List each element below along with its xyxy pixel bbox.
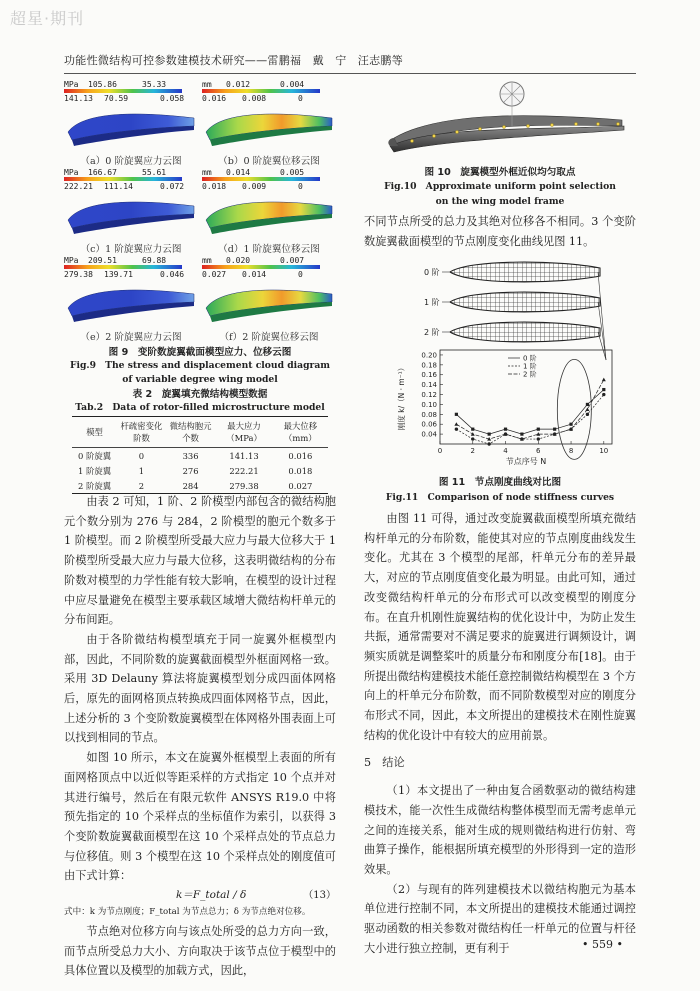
colorbar [202, 265, 320, 269]
table-cell: 336 [182, 450, 199, 461]
equation-number: （13） [303, 890, 336, 902]
data-point [487, 442, 490, 445]
colorbar [64, 177, 182, 181]
y-tick-label: 0.12 [421, 391, 437, 400]
cloud-panel [202, 168, 336, 254]
panel-caption: （b）0 阶旋翼位移云图 [218, 156, 320, 167]
table-cell: 141.13 [229, 450, 259, 461]
table-row [72, 448, 328, 464]
journal-watermark: 超星·期刊 [10, 9, 85, 28]
x-tick-label: 2 [470, 447, 475, 455]
equation-13 [64, 886, 336, 905]
table-2-title-cn: 表 2 旋翼填充微结构模型数据 [132, 389, 268, 400]
colorbar-value: 0.007 [280, 256, 305, 265]
paragraph: 节点绝对位移方向与该点处所受的总力方向一致，而节点所受总力大小、方向取决于该节点位于模型中的具体位置以及模型的加载方式，因此， [64, 925, 336, 978]
y-tick-label: 0.20 [421, 351, 437, 360]
colorbar [202, 177, 320, 181]
right-intro-text [364, 212, 636, 251]
colorbar-value: 35.33 [142, 80, 167, 89]
colorbar-value: 0.012 [226, 80, 251, 89]
wing-label: 1 阶 [424, 298, 440, 307]
data-point [585, 407, 589, 411]
data-point [602, 388, 605, 391]
table-cell: 1 [138, 465, 145, 476]
table-cell: 2 [138, 480, 145, 491]
data-point [537, 437, 540, 440]
table-header: 模型 [72, 417, 117, 448]
colorbar-value: 0.014 [242, 270, 267, 279]
table-header: 最大位移（mm） [273, 417, 328, 448]
displacement-wing-model [202, 280, 336, 330]
panel-caption: （e）2 阶旋翼应力云图 [80, 332, 182, 343]
data-point [569, 423, 572, 426]
table-cell: 0.016 [288, 450, 313, 461]
colorbar-value: 0.008 [242, 94, 267, 103]
colorbar-value: 209.51 [88, 256, 117, 265]
figure-10-image [372, 80, 632, 160]
data-point [455, 413, 458, 416]
colorbar-value: 105.86 [88, 80, 117, 89]
table-2-title-en: Tab.2 Data of rotor-filled microstructure model [75, 402, 325, 413]
cloud-panel [202, 256, 336, 342]
running-header: 功能性微结构可控参数建模技术研究——雷鹏福 戴 宁 汪志鹏等 [64, 54, 403, 67]
table-2 [72, 416, 328, 494]
panel-caption: （a）0 阶旋翼应力云图 [80, 156, 182, 167]
table-cell: 276 [182, 465, 199, 476]
colorbar-value: 141.13 [64, 94, 93, 103]
colorbar-value: 0.016 [202, 94, 227, 103]
y-tick-label: 0.08 [421, 410, 437, 419]
legend-label: 0 阶 [523, 354, 537, 363]
equation-body: k＝F_total / δ [176, 889, 247, 902]
table-cell: 279.38 [229, 480, 259, 491]
lattice-wing-2 [450, 322, 600, 342]
figure-10-caption-en-2: on the wing model frame [435, 196, 565, 207]
y-tick-label: 0.04 [421, 430, 437, 439]
panel-caption: （c）1 阶旋翼应力云图 [80, 244, 182, 255]
colorbar-value: 70.59 [104, 94, 129, 103]
colorbar-value: 55.61 [142, 168, 167, 177]
y-tick-label: 0.10 [421, 400, 437, 409]
colorbar-labels [64, 256, 198, 279]
colorbar [64, 265, 182, 269]
colorbar-value: 166.67 [88, 168, 117, 177]
colorbar-value: 0 [298, 94, 303, 103]
colorbar-labels [202, 256, 336, 279]
x-tick-label: 6 [536, 447, 541, 455]
stiffness-chart [396, 350, 612, 466]
x-tick-label: 0 [437, 447, 443, 455]
paragraph: （1）本文提出了一种由复合函数驱动的微结构建模技术，能一次性生成微结构整体模型而无需考虑单元之间的连接关系，能对生成的规则微结构进行仿射、弯曲算子操作，能根据所填充模型的外形得到一定的造形效果。 [364, 784, 636, 876]
colorbar-value: 0.005 [280, 168, 305, 177]
table-header: 最大应力（MPa） [215, 417, 272, 448]
right-column-text [364, 509, 636, 958]
colorbar-value: 0.072 [160, 182, 185, 191]
figure-9-caption-en-2: of variable degree wing model [122, 374, 278, 385]
panel-caption: （f）2 阶旋翼位移云图 [219, 332, 319, 343]
figure-10-caption-cn: 图 10 旋翼模型外框近似均匀取点 [424, 167, 576, 178]
colorbar-value: 0.018 [202, 182, 227, 191]
paragraph: 由图 11 可得，通过改变旋翼截面模型所填充微结构杆单元的分布阶数，能使其对应的节点刚度曲线发生变化。尤其在 3 个模型的尾部，杆单元分布的差异最大，对应的节点刚度值变化最为明显。由此可知，通过改变微结构杆单元的分布形式可以改变模型的刚度分布。在直升机刚性旋翼结构的优化设计中，为防止发生共振，通常需要对不满足要求的旋翼进行调频设计，调频实质就是调整桨叶的质量分布和刚度分布[18]。由于所提出微结构建模技术能任意控制微结构模型在 3 个方向上的杆单元分布阶数，而不同阶数模型对应的刚度分布形式不同，因此，本文所提出的建模技术在刚性旋翼结构的优化设计中有较大的应用前景。 [364, 512, 636, 742]
series-line-0 [456, 390, 603, 435]
colorbar-value: MPa [64, 168, 79, 177]
colorbar-value: 0.009 [242, 182, 267, 191]
lattice-wing-0 [450, 262, 600, 282]
colorbar-labels [202, 80, 336, 103]
x-axis-label: 节点序号 N [505, 457, 547, 466]
data-point [471, 428, 474, 431]
cloud-panel [202, 80, 336, 166]
left-column-text [64, 492, 336, 981]
paragraph: 由于各阶微结构模型填充于同一旋翼外框模型内部，因此，不同阶数的旋翼截面模型外框面网格一致。采用 3D Delauny 算法将旋翼模型划分成四面体网格后，原先的面网格顶点转换成四面体网格节点，因此，上述分析的 3 个变阶数旋翼模型在体网格外围表面上可以找到相同的节点。 [64, 632, 336, 745]
header-rule [64, 73, 636, 74]
colorbar-value: 0.014 [226, 168, 251, 177]
colorbar [64, 89, 182, 93]
colorbar-value: 0.027 [202, 270, 227, 279]
figure-9-caption-en-1: Fig.9 The stress and displacement cloud diagram [69, 360, 331, 371]
paragraph: 如图 10 所示，本文在旋翼外框模型上表面的所有面网格顶点中以近似等距采样的方式指定 10 个点并对其进行编号，然后在有限元软件 ANSYS R19.0 中将预先指定的 10 个采样点的坐标值作为索引，以获得 3 个变阶数旋翼截面模型在这 10 个采样点处的节点总力与位移值。则 3 个模型在这 10 个采样点处的刚度值可由下式计算： [64, 751, 336, 883]
legend-label: 2 阶 [523, 370, 537, 379]
figure-9 [64, 80, 334, 342]
data-point [504, 428, 507, 431]
colorbar-value: 0.020 [226, 256, 251, 265]
table-header: 杆疏密变化阶数 [117, 417, 166, 448]
wing-label: 2 阶 [424, 328, 440, 337]
paragraph: 不同节点所受的总力及其绝对位移各不相同。3 个变阶数旋翼截面模型的节点刚度变化曲线见图 11。 [364, 215, 636, 248]
data-point [454, 422, 458, 426]
colorbar-value: mm [202, 168, 212, 177]
wing-lattice-models [424, 262, 606, 360]
stress-wing-model [64, 104, 198, 154]
lattice-wing-1 [450, 292, 600, 312]
data-point [537, 428, 540, 431]
colorbar-value: 0.046 [160, 270, 185, 279]
y-tick-label: 0.14 [421, 381, 437, 390]
panel-caption: （d）1 阶旋翼位移云图 [218, 244, 320, 255]
x-tick-label: 4 [503, 447, 508, 455]
paragraph: 由表 2 可知，1 阶、2 阶模型内部包含的微结构胞元个数分别为 276 与 284，2 阶模型的胞元个数多于 1 阶模型。而 2 阶模型所受最大应力与最大位移大于 1 阶模型所受最大应力与最大位移，这表明微结构的分布阶数对模型的力学性能有较大影响，在模型的设计过程中应尽量避免在模型主要承载区域增大微结构杆单元的分布间距。 [64, 495, 336, 627]
data-point [520, 433, 523, 436]
figure-11-svg [380, 254, 632, 470]
data-point [602, 378, 606, 382]
legend-label: 1 阶 [523, 362, 537, 371]
colorbar-value: 0.058 [160, 94, 185, 103]
x-tick-label: 8 [568, 447, 574, 455]
colorbar-value: mm [202, 256, 212, 265]
colorbar-value: 0 [298, 182, 303, 191]
table-header: 微结构胞元个数 [166, 417, 216, 448]
section-heading: 5 结论 [364, 756, 405, 770]
x-tick-label: 10 [599, 447, 609, 455]
y-axis-label: 刚度 k/（N · m⁻¹） [397, 363, 406, 431]
colorbar-value: MPa [64, 256, 79, 265]
data-point [471, 437, 474, 440]
colorbar-labels [64, 168, 198, 191]
table-cell: 222.21 [229, 465, 259, 476]
cloud-panel [64, 80, 198, 166]
table-cell: 0 阶旋翼 [78, 450, 112, 461]
wing-label: 0 阶 [424, 268, 440, 277]
table-cell: 284 [182, 480, 199, 491]
stress-wing-model [64, 192, 198, 242]
page-number: • 559 • [582, 938, 623, 951]
colorbar-value: 279.38 [64, 270, 93, 279]
colorbar-labels [202, 168, 336, 191]
data-point [553, 428, 556, 431]
table-cell: 0.027 [288, 480, 313, 491]
table-row [72, 463, 328, 478]
colorbar-value: 139.71 [104, 270, 133, 279]
colorbar [202, 89, 320, 93]
data-point [455, 427, 458, 430]
colorbar-value: 69.88 [142, 256, 167, 265]
data-point [471, 432, 475, 436]
table-cell: 0.018 [288, 465, 313, 476]
equation-note: 式中：k 为节点刚度；F_total 为节点总力；δ 为节点绝对位移。 [64, 907, 311, 918]
colorbar-labels [64, 80, 198, 103]
table-cell: 2 阶旋翼 [78, 480, 112, 491]
data-point [488, 433, 491, 436]
colorbar-value: 222.21 [64, 182, 93, 191]
figure-11-caption-cn: 图 11 节点刚度曲线对比图 [438, 477, 562, 488]
stress-wing-model [64, 280, 198, 330]
colorbar-value: 0 [298, 270, 303, 279]
figure-11-caption-en: Fig.11 Comparison of node stiffness curves [385, 492, 615, 503]
displacement-wing-model [202, 104, 336, 154]
y-tick-label: 0.06 [421, 420, 437, 429]
paragraph: （2）与现有的阵列建模技术以微结构胞元为基本单位进行控制不同，本文所提出的建模技术能通过调控驱动函数的相关参数对微结构任一杆单元的位置与杆径大小进行独立控制，更有利于 [364, 882, 636, 955]
y-tick-label: 0.16 [421, 371, 437, 380]
colorbar-value: mm [202, 80, 212, 89]
figure-10-caption-en-1: Fig.10 Approximate uniform point selection [384, 181, 616, 192]
cloud-panel [64, 256, 198, 342]
y-tick-label: 0.18 [421, 361, 437, 370]
colorbar-value: MPa [64, 80, 79, 89]
data-point [586, 403, 589, 406]
wing-frame-model [388, 116, 624, 152]
colorbar-value: 0.004 [280, 80, 305, 89]
table-cell: 0 [138, 450, 145, 461]
figure-11 [380, 254, 632, 470]
data-point [586, 413, 589, 416]
cloud-panel [64, 168, 198, 254]
displacement-wing-model [202, 192, 336, 242]
table-cell: 1 阶旋翼 [78, 465, 112, 476]
series-line-2 [456, 380, 603, 439]
colorbar-value: 111.14 [104, 182, 133, 191]
data-point [602, 393, 605, 396]
figure-9-caption-cn: 图 9 变阶数旋翼截面模型应力、位移云图 [108, 347, 292, 358]
